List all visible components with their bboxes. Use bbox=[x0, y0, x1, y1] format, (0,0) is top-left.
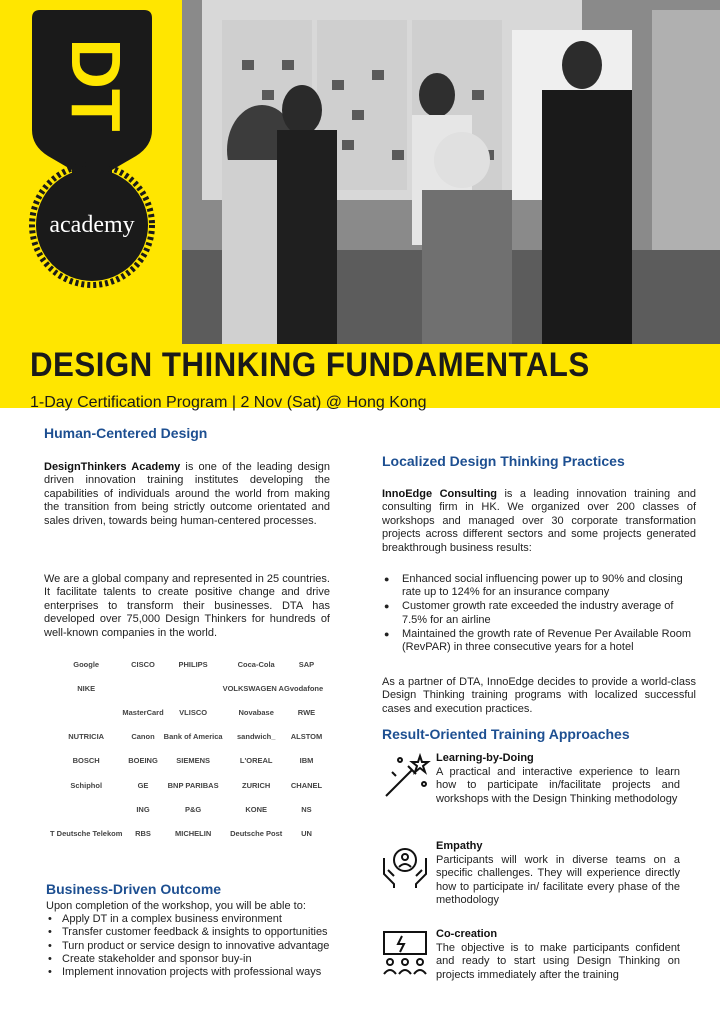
client-logo: MasterCard bbox=[122, 708, 164, 718]
client-logo: SAP bbox=[298, 659, 315, 669]
human-para1-rest: is one of the leading design driven innovation training institutes developing the capabilities of individuals around the world from making the transition from being strictly outcome orientated and sales driven, towards being human-centered processes. bbox=[44, 461, 330, 527]
innoedge-name: InnoEdge Consulting bbox=[382, 488, 498, 500]
business-list bbox=[46, 913, 336, 979]
client-logo: BOSCH bbox=[72, 756, 100, 766]
business-intro: Upon completion of the workshop, you will be able to: bbox=[46, 900, 306, 912]
client-logo: RWE bbox=[297, 708, 316, 718]
client-logo: Coca-Cola bbox=[237, 659, 275, 669]
client-logo: IBM bbox=[299, 756, 314, 766]
business-driven-heading: Business-Driven Outcome bbox=[46, 881, 222, 897]
approach-co-creation bbox=[380, 928, 680, 988]
approach-learning-by-doing bbox=[380, 752, 680, 832]
result-oriented-heading: Result-Oriented Training Approaches bbox=[382, 726, 630, 742]
client-logo: MICHELIN bbox=[174, 829, 212, 839]
hands-person-icon bbox=[380, 840, 430, 890]
client-logo: NIKE bbox=[77, 683, 96, 693]
client-logo: ZURICH bbox=[242, 780, 271, 790]
client-logo bbox=[50, 700, 122, 724]
business-item: • Apply DT in a complex business environment bbox=[46, 913, 336, 926]
client-logo: Bank of America bbox=[163, 732, 223, 742]
approach-empathy bbox=[380, 840, 680, 920]
magic-wand-icon bbox=[380, 752, 430, 802]
approach-desc: Participants will work in diverse teams on a specific challenges. They will experience directly how to participate in/ facilitate every phase of the methodology bbox=[436, 854, 680, 907]
client-logo: Deutsche Post bbox=[230, 829, 283, 839]
client-logo: Canon bbox=[131, 732, 155, 742]
client-logo: CISCO bbox=[131, 659, 155, 669]
academy-text: academy bbox=[49, 212, 135, 238]
localized-para1-rest: is a leading innovation training and consulting firm in HK. We organized over 200 classes of workshops and managed over 30 corporate transformation projects across different sectors and some projects generated breakthrough business results: bbox=[382, 488, 696, 554]
workshop-photo bbox=[182, 0, 720, 344]
client-logo: BOEING bbox=[128, 756, 158, 766]
client-logo: CHANEL bbox=[290, 780, 323, 790]
localized-heading: Localized Design Thinking Practices bbox=[382, 453, 625, 469]
client-logo: RBS bbox=[135, 829, 151, 839]
client-logo: VLISCO bbox=[179, 708, 208, 718]
dt-letters bbox=[57, 38, 135, 131]
localized-result-item: ● Maintained the growth rate of Revenue Per Available Room (RevPAR) in three consecutive years for a hotel bbox=[382, 628, 696, 654]
presentation-group-icon bbox=[380, 928, 430, 978]
page-title: DESIGN THINKING FUNDAMENTALS bbox=[30, 346, 590, 384]
client-logo-grid bbox=[50, 652, 324, 870]
business-item: • Transfer customer feedback & insights to opportunities bbox=[46, 926, 336, 939]
client-logo: P&G bbox=[184, 804, 202, 814]
client-logo: L'OREAL bbox=[239, 756, 273, 766]
approach-title: Learning-by-Doing bbox=[436, 752, 534, 764]
client-logo: NS bbox=[301, 804, 312, 814]
client-logo: ALSTOM bbox=[290, 732, 323, 742]
dta-name: DesignThinkers Academy bbox=[44, 461, 181, 473]
client-logo: T Deutsche Telekom bbox=[50, 829, 123, 839]
client-logo: UN bbox=[301, 829, 312, 839]
client-logo: NUTRICIA bbox=[68, 732, 105, 742]
client-logo bbox=[164, 676, 223, 700]
client-logo bbox=[122, 676, 163, 700]
client-logo: PHILIPS bbox=[178, 659, 208, 669]
client-logo: KONE bbox=[245, 804, 268, 814]
client-logo bbox=[50, 797, 122, 821]
client-logo: Schiphol bbox=[70, 780, 103, 790]
business-item: • Turn product or service design to innovative advantage bbox=[46, 940, 336, 953]
client-logo: SIEMENS bbox=[176, 756, 210, 766]
client-logo: BNP PARIBAS bbox=[167, 780, 219, 790]
client-logo: ING bbox=[136, 804, 150, 814]
page-subtitle: 1-Day Certification Program | 2 Nov (Sat) @ Hong Kong bbox=[30, 394, 427, 411]
localized-paragraph-2: As a partner of DTA, InnoEdge decides to provide a world-class Design Thinking training programs with localized successful cases and execution practices. bbox=[382, 676, 696, 715]
business-driven-content bbox=[46, 900, 336, 979]
approach-desc: The objective is to make participants confident and ready to start using Design Thinking on projects immediately after the training bbox=[436, 942, 680, 981]
approach-title: Co-creation bbox=[436, 928, 498, 940]
client-logo: Novabase bbox=[238, 708, 274, 718]
business-item: • Create stakeholder and sponsor buy-in bbox=[46, 953, 336, 966]
localized-result-list bbox=[382, 573, 696, 654]
svg-text:DT: DT bbox=[57, 38, 135, 132]
client-logo: vodafone bbox=[289, 683, 324, 693]
approach-title: Empathy bbox=[436, 840, 483, 852]
client-logo: VOLKSWAGEN AG bbox=[222, 683, 290, 693]
human-centered-heading: Human-Centered Design bbox=[44, 425, 208, 441]
business-item: • Implement innovation projects with professional ways bbox=[46, 966, 336, 979]
human-centered-paragraph-1 bbox=[44, 461, 330, 528]
client-logo: sandwich_ bbox=[237, 732, 276, 742]
client-logo: Google bbox=[73, 659, 100, 669]
localized-results bbox=[382, 573, 696, 655]
human-centered-paragraph-2: We are a global company and represented in 25 countries. It facilitate talents to create positive change and drive enterprises to transform their businesses. DTA has developed over 75,000 Design Thinkers for hundreds of well-known companies in the world. bbox=[44, 573, 330, 639]
localized-paragraph-1 bbox=[382, 488, 696, 555]
localized-result-item: ● Customer growth rate exceeded the industry average of 7.5% for an airline bbox=[382, 600, 696, 626]
client-logo: GE bbox=[137, 780, 149, 790]
dt-academy-logo bbox=[22, 10, 162, 275]
localized-result-item: ● Enhanced social influencing power up to 90% and closing rate up to 124% for an insurance company bbox=[382, 573, 696, 599]
approach-desc: A practical and interactive experience to learn how to participate in/facilitate projects and workshops with the Design Thinking methodology bbox=[436, 766, 680, 805]
